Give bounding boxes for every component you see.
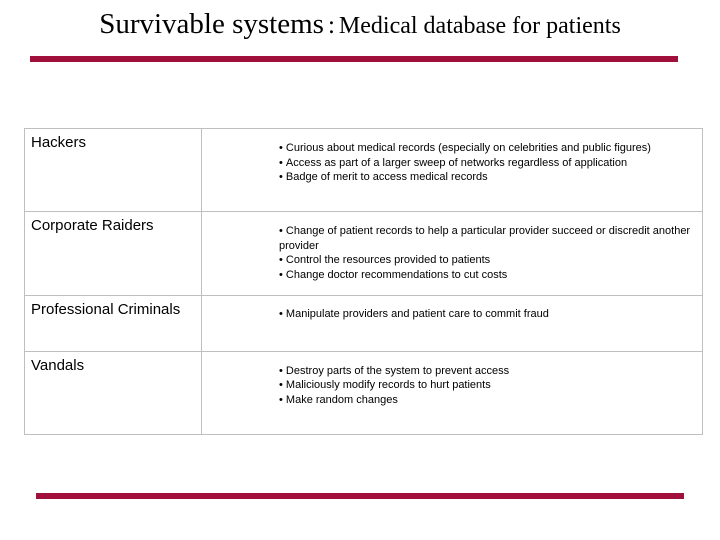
table-row [25,295,703,351]
table-row [25,129,703,212]
threat-list [202,296,702,322]
actor-label: Hackers [31,134,87,151]
threat-table [24,128,703,435]
actor-label: Corporate Raiders [31,217,154,235]
bottom-divider [36,493,684,499]
actor-cell [25,129,202,212]
threat-item: • Change of patient records to help a particular provider succeed or discredit another provider [279,224,694,253]
threats-cell [202,212,703,295]
threats-cell [202,295,703,351]
threats-cell [202,129,703,212]
threat-item: • Control the resources provided to patients [279,253,694,268]
threat-item: • Destroy parts of the system to prevent access [279,364,694,379]
threat-list [202,212,702,282]
threat-item: • Badge of merit to access medical records [279,170,694,185]
threat-list [202,352,702,408]
top-divider [30,56,678,62]
actor-cell [25,212,202,295]
threat-item: • Change doctor recommendations to cut costs [279,268,694,283]
actor-cell [25,351,202,434]
actor-cell [25,295,202,351]
threat-item: • Curious about medical records (especially on celebrities and public figures) [279,141,694,156]
threat-item: • Manipulate providers and patient care to commit fraud [279,307,694,322]
title-subtitle: Medical database for patients [338,13,621,39]
table-row [25,212,703,295]
actor-label: Professional Criminals [31,300,181,318]
threat-item: • Access as part of a larger sweep of networks regardless of application [279,156,694,171]
title-main: Survivable systems [99,8,324,40]
threats-cell [202,351,703,434]
threat-item: • Maliciously modify records to hurt patients [279,378,694,393]
actor-label: Vandals [31,356,85,374]
threat-list [202,129,702,185]
slide-title [0,8,720,41]
table-row [25,351,703,434]
title-separator: : [327,12,335,39]
threat-item: • Make random changes [279,393,694,408]
